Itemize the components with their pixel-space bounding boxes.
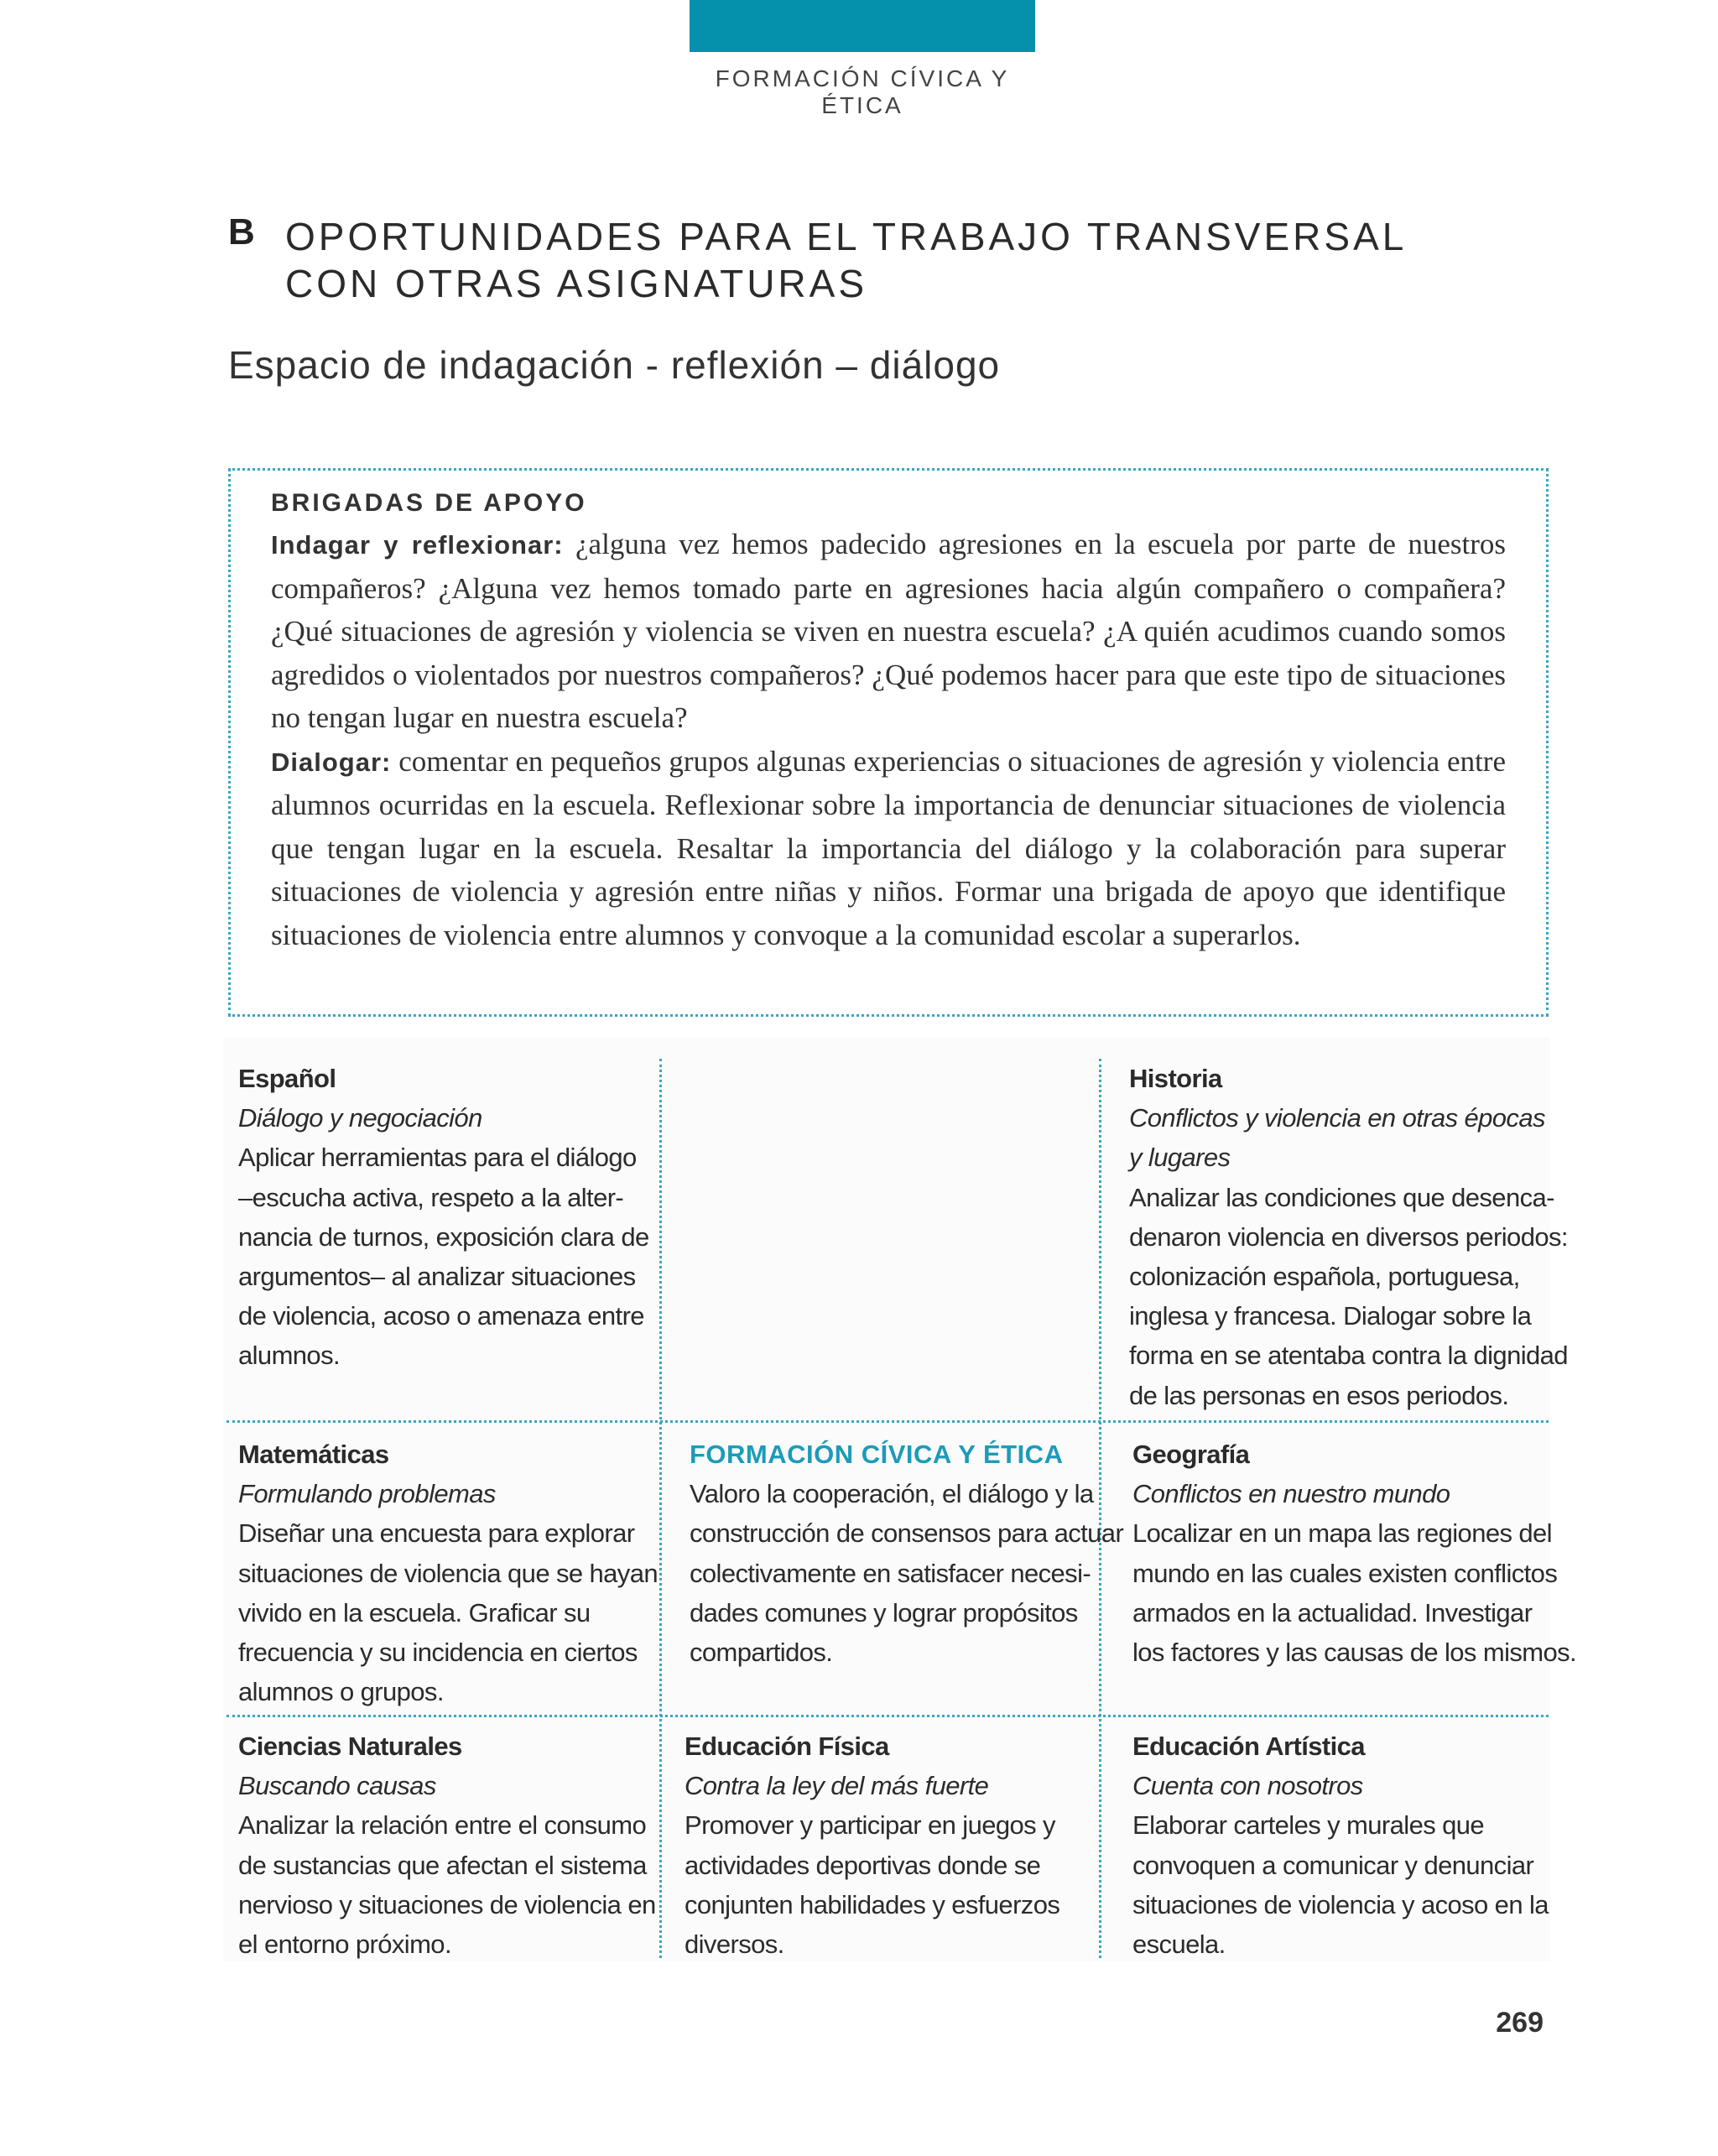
dialogar-label: Dialogar: — [271, 747, 392, 777]
page-number: 269 — [1496, 2007, 1544, 2039]
subject-theme: Cuenta con nosotros — [1132, 1771, 1363, 1801]
brigadas-box — [228, 468, 1549, 1017]
cell-matematicas — [238, 1435, 658, 1711]
dialogar-text: comentar en pequeños grupos algunas experiencias o situaciones de agresión y violencia entre alumnos ocurridas en la escuela. Reflexionar sobre la importancia de denunciar situaciones de violencia que tengan lugar en la escuela. Resaltar la importancia del diálogo y la colaboración para superar situaciones de violencia y agresión entre niñas y niños. Formar una brigada de apoyo que identifique situaciones de violencia entre alumnos y convoque a la comunidad escolar a superarlos. — [271, 744, 1506, 951]
brigadas-heading: BRIGADAS DE APOYO — [271, 489, 587, 517]
subject-title: Educación Física — [685, 1732, 889, 1761]
cell-educacion-fisica — [685, 1726, 1059, 1964]
subject-theme: Formulando problemas — [238, 1479, 496, 1509]
subject-description: Diseñar una encuesta para explorar situaciones de violencia que se hayan vivido en la escuela. Graficar su frecuencia y su incidencia en ciertos alumnos o grupos. — [238, 1518, 658, 1707]
indagar-paragraph — [271, 523, 1506, 740]
subject-title: Ciencias Naturales — [238, 1732, 462, 1761]
grid-divider — [659, 1059, 662, 1958]
dialogar-paragraph — [271, 740, 1506, 957]
subject-title: FORMACIÓN CÍVICA Y ÉTICA — [690, 1440, 1064, 1469]
grid-divider — [226, 1715, 1549, 1717]
subject-theme: Conflictos y violencia en otras épocas y lugares — [1129, 1103, 1545, 1173]
subject-description: Localizar en un mapa las regiones del mundo en las cuales existen conflictos armados en la actualidad. Investigar los factores y las causas de los mismos. — [1132, 1518, 1577, 1668]
section-subtitle: Espacio de indagación - reflexión – diálogo — [228, 343, 1001, 387]
subject-title: Español — [238, 1064, 336, 1093]
subject-description: Analizar la relación entre el consumo de sustancias que afectan el sistema nervioso y situaciones de violencia en el entorno próximo. — [238, 1810, 656, 1960]
subject-description: Promover y participar en juegos y actividades deportivas donde se conjunten habilidades y esfuerzos diversos. — [685, 1810, 1060, 1960]
subject-description: Valoro la cooperación, el diálogo y la construcción de consensos para actuar colectivamente en satisfacer necesi- dades comunes y lograr propósitos compartidos. — [690, 1479, 1124, 1668]
subject-theme: Diálogo y negociación — [238, 1103, 482, 1133]
indagar-text: ¿alguna vez hemos padecido agresiones en la escuela por parte de nuestros compañeros? ¿Alguna vez hemos tomado parte en agresiones hacia algún compañero o compañera? ¿Qué situaciones de agresión y violencia se viven en nuestra escuela? ¿A quién acudimos cuando somos agredidos o violentados por nuestros compañeros? ¿Qué podemos hacer para que este tipo de situaciones no tengan lugar en nuestra escuela? — [271, 528, 1506, 734]
running-head: FORMACIÓN CÍVICA Y ÉTICA — [715, 65, 1010, 118]
indagar-label: Indagar y reflexionar: — [271, 530, 564, 560]
subject-theme: Conflictos en nuestro mundo — [1132, 1479, 1450, 1509]
header-color-bar — [690, 0, 1035, 52]
grid-divider — [226, 1420, 1549, 1423]
subject-theme: Contra la ley del más fuerte — [685, 1771, 989, 1801]
subject-description: Elaborar carteles y murales que convoquen a comunicar y denunciar situaciones de violencia y acoso en la escuela. — [1132, 1810, 1549, 1960]
cell-educacion-artistica — [1132, 1726, 1549, 1964]
cell-espanol — [238, 1059, 649, 1376]
cell-fcye — [690, 1435, 1123, 1672]
subject-description: Aplicar herramientas para el diálogo –escucha activa, respeto a la alter- nancia de turnos, exposición clara de argumentos– al analizar situaciones de violencia, acoso o amenaza entre alumnos. — [238, 1143, 649, 1371]
subject-title: Educación Artística — [1132, 1732, 1365, 1761]
subject-title: Matemáticas — [238, 1440, 389, 1469]
subject-title: Historia — [1129, 1064, 1222, 1093]
section-title: OPORTUNIDADES PARA EL TRABAJO TRANSVERSAL CON OTRAS ASIGNATURAS — [285, 215, 1408, 305]
subject-description: Analizar las condiciones que desenca- denaron violencia en diversos periodos: colonización española, portuguesa, inglesa y francesa. Dialogar sobre la forma en se atentaba contra la dignidad de las personas en esos periodos. — [1129, 1182, 1568, 1410]
cell-ciencias-naturales — [238, 1726, 656, 1964]
cell-geografia — [1132, 1435, 1576, 1672]
subject-title: Geografía — [1132, 1440, 1250, 1469]
cell-historia — [1129, 1059, 1568, 1415]
subject-theme: Buscando causas — [238, 1771, 436, 1801]
section-letter: B — [228, 211, 255, 253]
